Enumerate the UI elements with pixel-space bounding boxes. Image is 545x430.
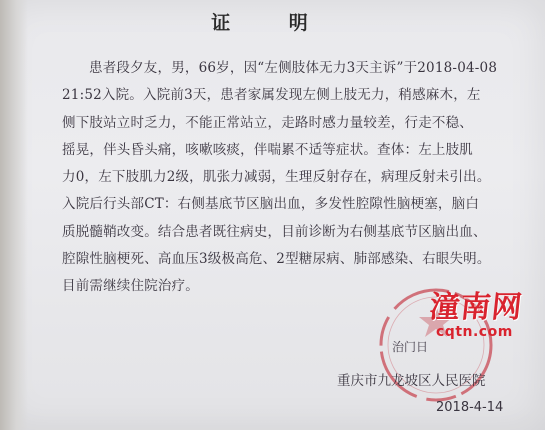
watermark-url: cqtn.com — [436, 324, 513, 340]
body-line-9: 目前需继续住院治疗。 — [62, 278, 199, 295]
body-line-4: 摇晃，伴头昏头痛，咳嗽咳痰，伴喘累不适等症状。查体：左上肢肌 — [62, 141, 473, 158]
certificate-body — [62, 55, 502, 301]
body-line-5: 力0，左下肢肌力2级，肌张力减弱，生理反射存在，病理反射未引出。 — [62, 169, 491, 186]
stamp-partial-text: 治门日 — [392, 340, 429, 354]
body-line-8: 腔隙性脑梗死、高血压3级极高危、2型糖尿病、肺部感染、右眼失明。 — [62, 251, 491, 268]
hospital-name: 重庆市九龙坡区人民医院 — [337, 373, 486, 389]
paper-fold-shadow — [0, 0, 28, 430]
issue-date: 2018-4-14 — [436, 400, 504, 415]
body-line-7: 质脱髓鞘改变。结合患者既往病史，目前诊断为右侧基底节区脑出血、 — [62, 223, 487, 240]
body-line-1: 患者段夕友，男，66岁，因“左侧肢体无力3天主诉”于2018-04-08 — [89, 60, 498, 76]
body-line-2: 21:52入院。入院前3天，患者家属发现左侧上肢无力，稍感麻木，左 — [62, 87, 481, 104]
body-line-3: 侧下肢站立时乏力，不能正常站立，走路时感力量较差，行走不稳、 — [62, 114, 473, 131]
document-title: 证 明 — [211, 12, 334, 34]
body-line-6: 入院后行头部CT：右侧基底节区脑出血，多发性腔隙性脑梗塞，脑白 — [62, 196, 480, 213]
watermark-logo: 潼南网 — [427, 290, 525, 325]
site-watermark — [427, 282, 540, 340]
